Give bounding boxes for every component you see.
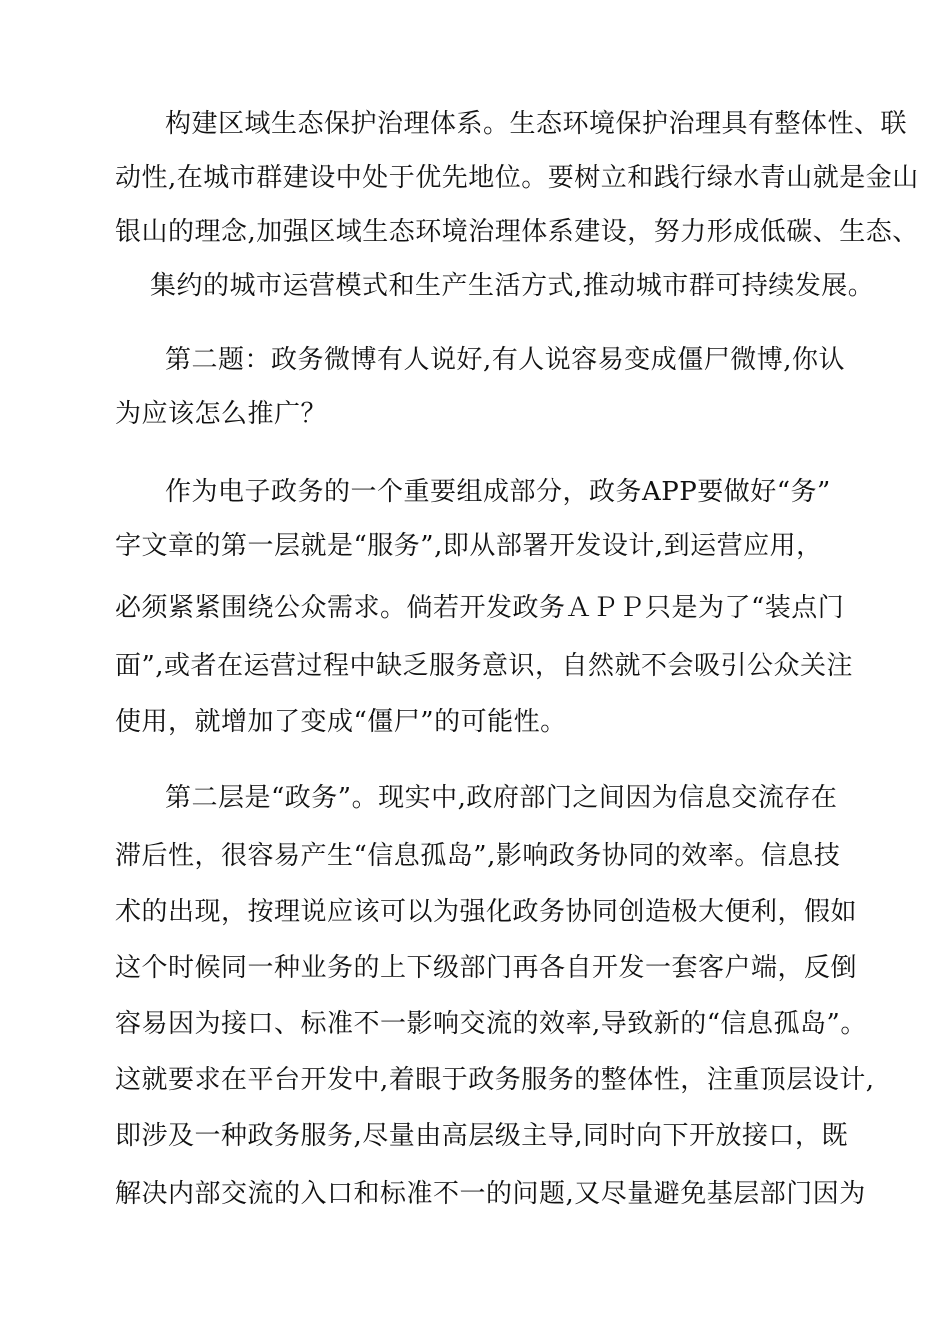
paragraph-4-line-6: 这就要求在平台开发中,着眼于政务服务的整体性，注重顶层设计, xyxy=(115,1065,875,1095)
paragraph-4-line-8: 解决内部交流的入口和标准不一的问题,又尽量避免基层部门因为 xyxy=(115,1179,866,1209)
paragraph-4-line-7: 即涉及一种政务服务,尽量由高层级主导,同时向下开放接口，既 xyxy=(115,1121,849,1151)
paragraph-3-line-3: 必须紧紧围绕公众需求。倘若开发政务ＡＰＰ只是为了“装点门 xyxy=(115,593,845,623)
paragraph-1-line-2: 动性,在城市群建设中处于优先地位。要树立和践行绿水青山就是金山 xyxy=(115,163,919,193)
paragraph-2-line-1: 第二题：政务微博有人说好,有人说容易变成僵尸微博,你认 xyxy=(165,345,846,375)
paragraph-4-line-1: 第二层是“政务”。现实中,政府部门之间因为信息交流存在 xyxy=(165,783,838,813)
paragraph-4-line-5: 容易因为接口、标准不一影响交流的效率,导致新的“信息孤岛”。 xyxy=(115,1009,867,1039)
paragraph-4-line-3: 术的出现，按理说应该可以为强化政务协同创造极大便利，假如 xyxy=(115,897,858,927)
paragraph-3-line-4: 面”,或者在运营过程中缺乏服务意识，自然就不会吸引公众关注 xyxy=(115,651,854,681)
paragraph-3-line-5: 使用，就增加了变成“僵尸”的可能性。 xyxy=(115,707,567,737)
paragraph-1-line-3: 银山的理念,加强区域生态环境治理体系建设，努力形成低碳、生态、 xyxy=(115,217,919,247)
paragraph-3-line-1: 作为电子政务的一个重要组成部分，政务APP要做好“务” xyxy=(165,477,831,507)
paragraph-3-line-2: 字文章的第一层就是“服务”,即从部署开发设计,到运营应用， xyxy=(115,531,823,561)
paragraph-2-line-2: 为应该怎么推广？ xyxy=(115,399,328,429)
paragraph-4-line-2: 滞后性，很容易产生“信息孤岛”,影响政务协同的效率。信息技 xyxy=(115,841,841,871)
paragraph-1-line-1: 构建区域生态保护治理体系。生态环境保护治理具有整体性、联 xyxy=(165,109,908,139)
paragraph-4-line-4: 这个时候同一种业务的上下级部门再各自开发一套客户端，反倒 xyxy=(115,953,858,983)
paragraph-1-line-4: 集约的城市运营模式和生产生活方式,推动城市群可持续发展。 xyxy=(150,271,875,301)
